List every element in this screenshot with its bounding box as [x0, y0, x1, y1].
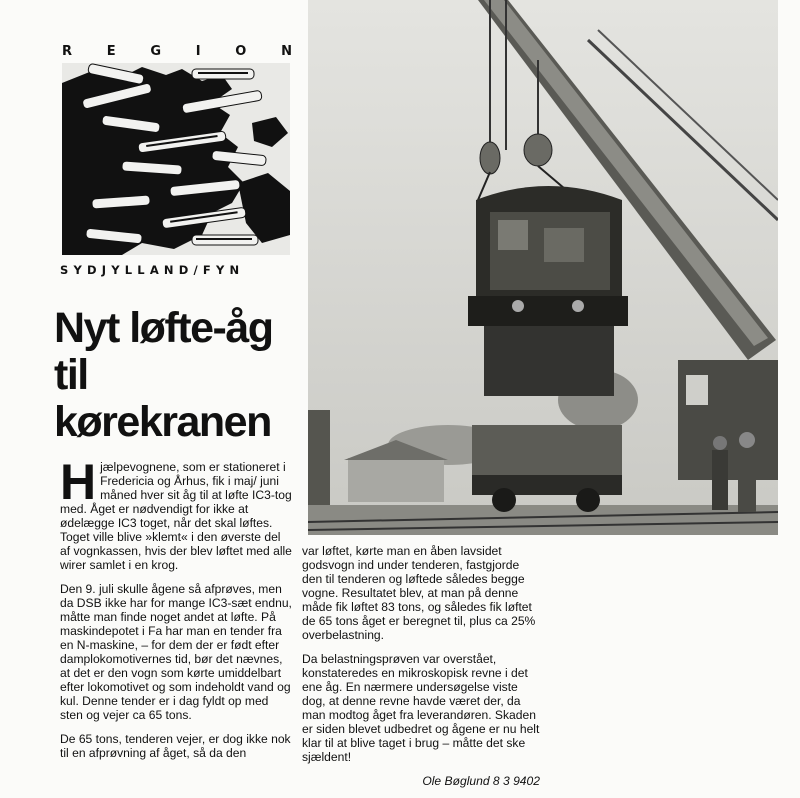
- article-paragraph: Da belastningsprøven var overstået, konstateredes en mikroskopisk revne i det ene åg. En nærmere undersøgelse viste dog, at denne revne havde været der, da man modtog åget fra leverandøren. Skaden er siden blevet udbedret og ågene er nu helt klar til at blive taget i brug – måtte det ske sjældent!: [302, 652, 540, 764]
- article-paragraph: Den 9. juli skulle ågene så afprøves, men da DSB ikke har for mange IC3-sæt endnu, måtte man finde noget andet at løfte. På maskindepotet i Fa har man en tender fra en N-maskine, – for dem der er født efter damplokomotivernes tid, bør det nævnes, at det er den vogn som kørte umiddelbart efter lokomotivet og som indeholdt vand og kul. Denne tender er i dag fyldt op med sten og vejer ca 65 tons.: [60, 582, 292, 722]
- paragraph-text: jælpevognene, som er stationeret i Fredericia og Århus, fik i maj/ juni måned hver sit åg til at løfte IC3-tog med. Åget er nødvendigt for ikke at ødelægge IC3 toget, når det skal løftes. Toget ville blive »klemt« i den øverste del af vognkassen, hvis der blev løftet med alle wirer samlet i en krog.: [60, 460, 292, 572]
- region-letter: G: [150, 44, 162, 59]
- drop-cap: H: [60, 454, 97, 510]
- region-letter: N: [281, 44, 292, 59]
- article-paragraph: var løftet, kørte man en åben lavsidet godsvogn ind under tenderen, fastgjorde den til tenderen og løftede således begge vogne. Resultatet blev, at man på denne måde fik løftet 83 tons, og således fik løftet de 65 tons åget er beregnet til, plus ca 25% overbelastning.: [302, 544, 536, 642]
- region-label: [62, 44, 292, 59]
- headline-line: Nyt løfte-åg: [54, 304, 273, 352]
- article-column-2: [302, 544, 540, 798]
- crane-photo: [308, 0, 778, 535]
- region-letter: E: [106, 44, 116, 59]
- map-trains-graphic: [62, 63, 290, 255]
- crane-lifting-tender-image: [308, 0, 778, 535]
- headline-line: til: [54, 351, 88, 399]
- subregion-label: SYDJYLLAND/FYN: [60, 263, 245, 277]
- region-letter: I: [195, 44, 201, 59]
- article-paragraph: [60, 454, 292, 572]
- article-column-1: [60, 454, 292, 770]
- article-paragraph: De 65 tons, tenderen vejer, er dog ikke nok til en afprøvning af åget, så da den: [60, 732, 291, 760]
- article-headline: [54, 305, 304, 446]
- author-signature: Ole Bøglund 8 3 9402: [422, 774, 540, 788]
- region-map-illustration: [62, 63, 290, 255]
- region-letter: R: [62, 44, 73, 59]
- headline-line: kørekranen: [54, 398, 271, 446]
- region-letter: O: [235, 44, 247, 59]
